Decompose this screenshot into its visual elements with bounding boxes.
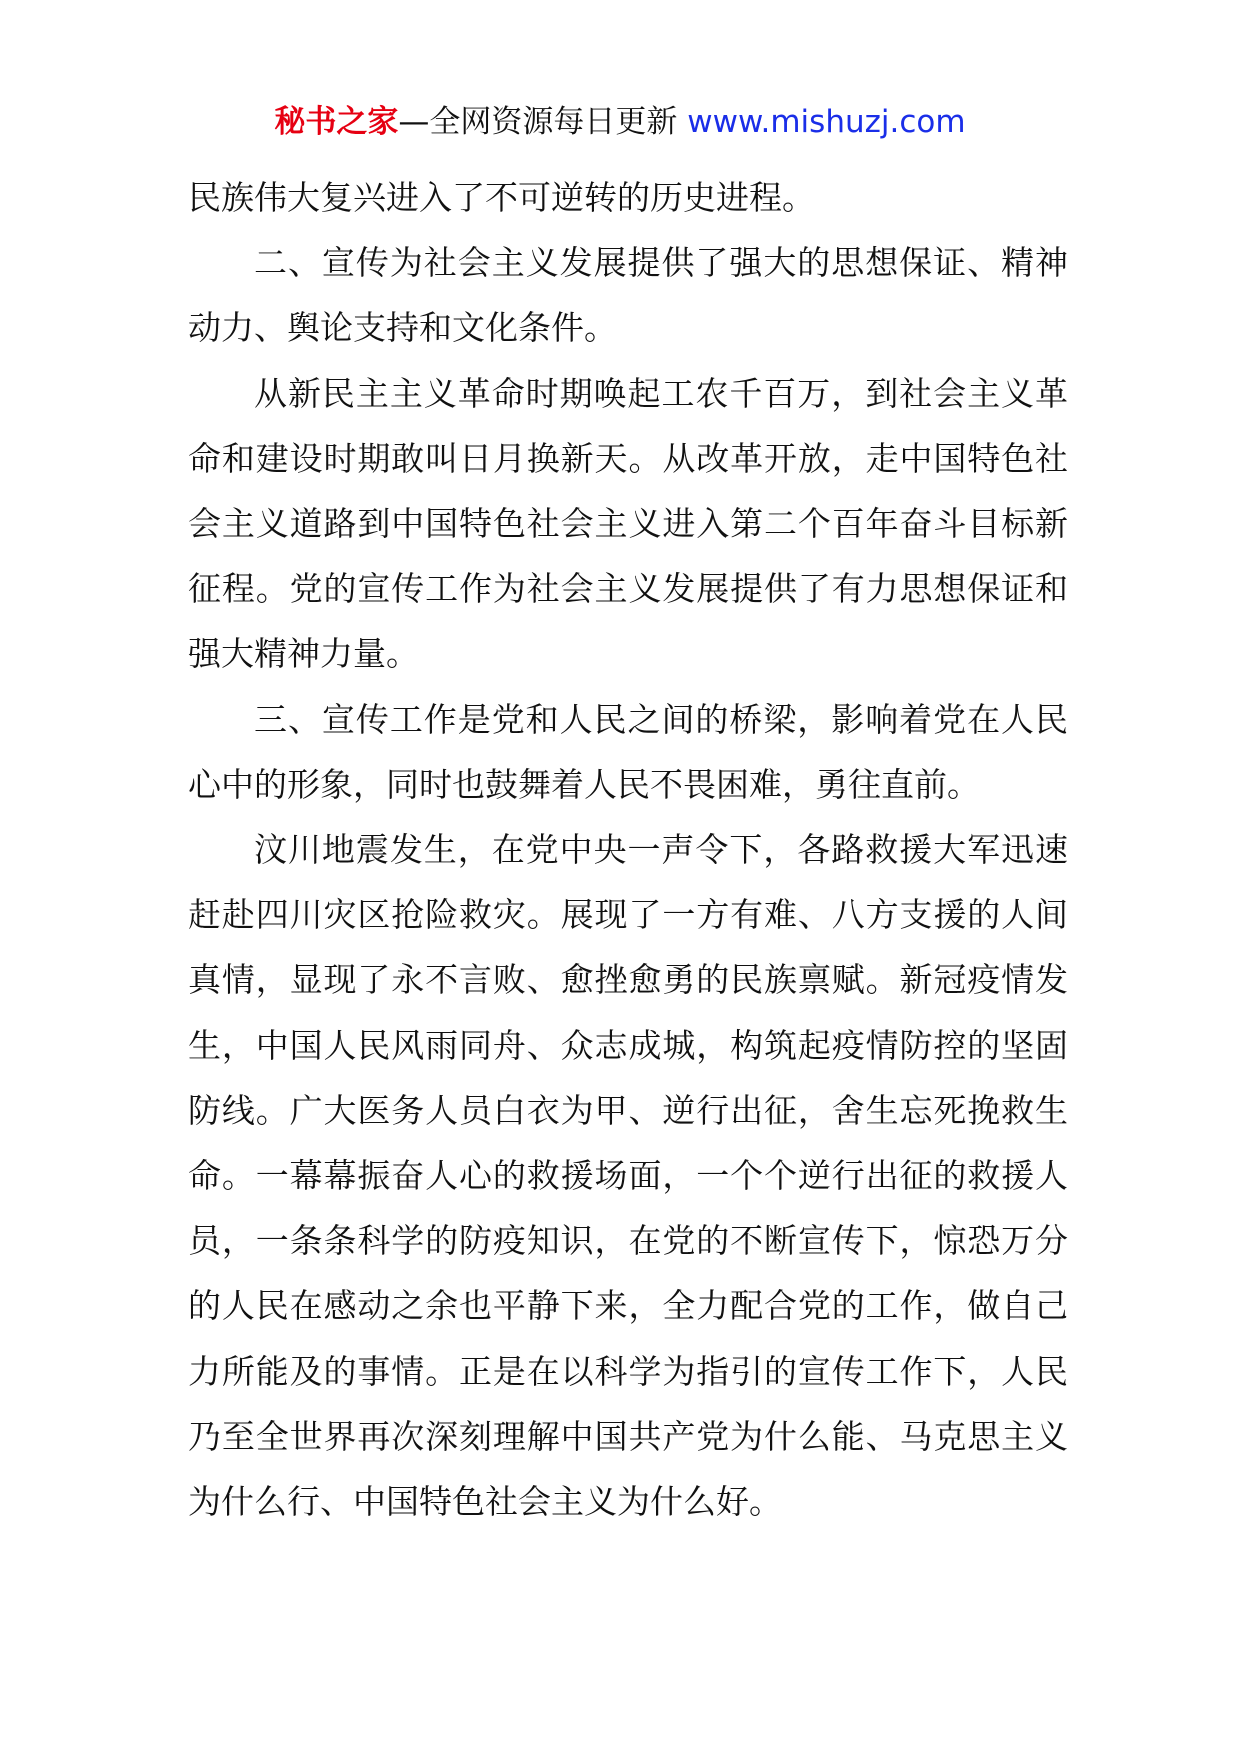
brand-name: 秘书之家 (274, 104, 399, 140)
document-body (188, 165, 1068, 1534)
section-heading-3: 三、宣传工作是党和人民之间的桥梁，影响着党在人民心中的形象，同时也鼓舞着人民不畏困难，勇往直前。 (188, 699, 1068, 804)
header-tagline: —全网资源每日更新 (398, 104, 688, 140)
paragraph: 从新民主主义革命时期唤起工农千百万，到社会主义革命和建设时期敢叫日月换新天。从改革开放，走中国特色社会主义道路到中国特色社会主义进入第二个百年奋斗目标新征程。党的宣传工作为社会主义发展提供了有力思想保证和强大精神力量。 (188, 373, 1068, 674)
paragraph-continuation: 民族伟大复兴进入了不可逆转的历史进程。 (188, 178, 815, 217)
site-url-link[interactable]: www.mishuzj.com (687, 104, 966, 140)
paragraph: 汶川地震发生，在党中央一声令下，各路救援大军迅速赶赴四川灾区抢险救灾。展现了一方有难、八方支援的人间真情，显现了永不言败、愈挫愈勇的民族禀赋。新冠疫情发生，中国人民风雨同舟、众志成城，构筑起疫情防控的坚固防线。广大医务人员白衣为甲、逆行出征，舍生忘死挽救生命。一幕幕振奋人心的救援场面，一个个逆行出征的救援人员，一条条科学的防疫知识，在党的不断宣传下，惊恐万分的人民在感动之余也平静下来，全力配合党的工作，做自己力所能及的事情。正是在以科学为指引的宣传工作下，人民乃至全世界再次深刻理解中国共产党为什么能、马克思主义为什么行、中国特色社会主义为什么好。 (188, 830, 1068, 1522)
site-header (0, 100, 1240, 144)
section-heading-2: 二、宣传为社会主义发展提供了强大的思想保证、精神动力、舆论支持和文化条件。 (188, 243, 1068, 348)
